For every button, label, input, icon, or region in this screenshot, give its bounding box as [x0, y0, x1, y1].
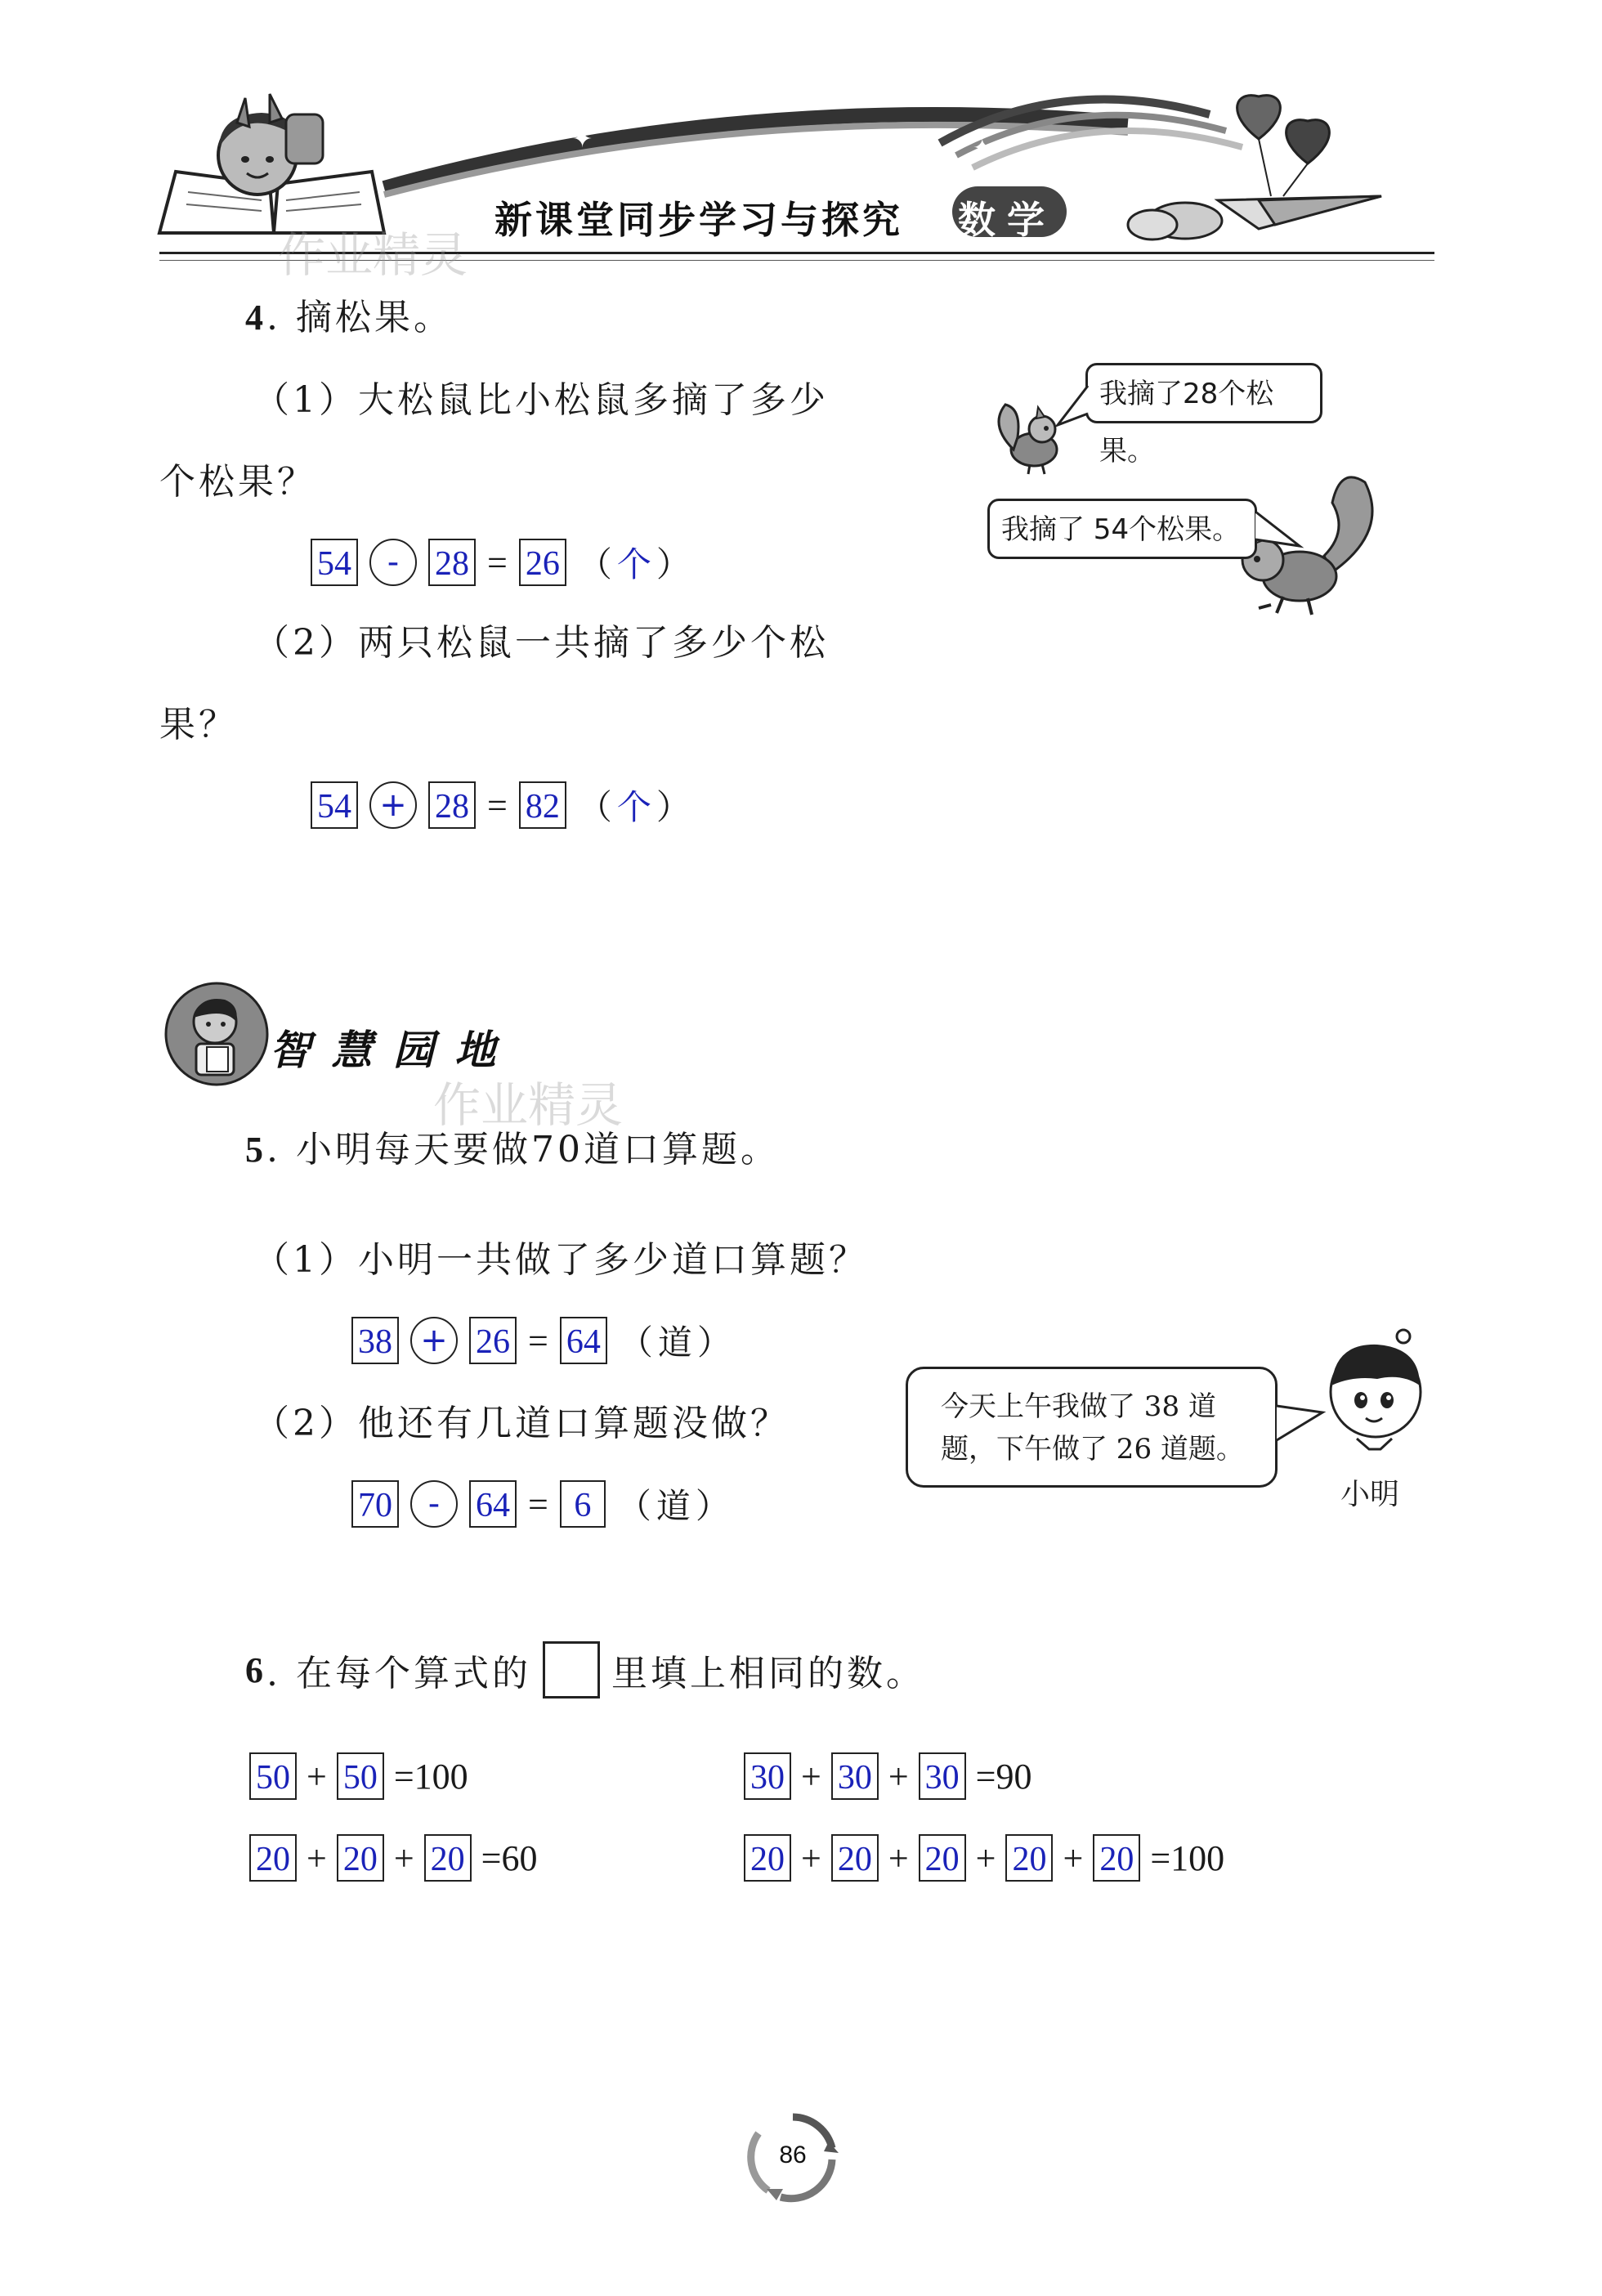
- small-squirrel-speech: 我摘了28个松果。: [1099, 378, 1274, 468]
- xiaoming-name-label: 小明: [1340, 1478, 1400, 1511]
- q6-r2r-box-4[interactable]: 20: [1005, 1834, 1053, 1882]
- small-squirrel-speech-bubble: [1085, 363, 1322, 468]
- q4-eq1-unit-value: 个: [616, 544, 656, 584]
- q4-sub1-line1: （1）大松鼠比小松鼠多摘了多少: [253, 379, 829, 421]
- q6-number: 6: [245, 1649, 266, 1690]
- q6-r1l-box-2[interactable]: 50: [337, 1752, 384, 1800]
- q5-eq1-unit-value: 道: [657, 1323, 697, 1363]
- q4-eq2-operand-a[interactable]: 54: [311, 781, 358, 829]
- page-header: [0, 0, 1602, 270]
- page-number: 86: [779, 2142, 807, 2168]
- q4-title-text: . 摘松果。: [266, 297, 453, 338]
- q4-eq2-equals: =: [487, 785, 508, 826]
- svg-text:✦: ✦: [973, 134, 992, 161]
- q6-title-post: 里填上相同的数。: [611, 1653, 925, 1694]
- q6-r2r-box-3[interactable]: 20: [919, 1834, 966, 1882]
- q6-row1-right: [744, 1752, 1031, 1800]
- q6-plus: +: [393, 1837, 414, 1878]
- q6-plus: +: [888, 1756, 909, 1797]
- xiaoming-speech-line2: 题，下午做了 26 道题。: [941, 1433, 1244, 1466]
- q6-r2l-box-2[interactable]: 20: [337, 1834, 384, 1882]
- q6-r1l-box-1[interactable]: 50: [249, 1752, 297, 1800]
- q4-eq2-operator[interactable]: +: [369, 781, 417, 829]
- q6-plus: +: [307, 1837, 327, 1878]
- q5-eq1-equals: =: [528, 1320, 548, 1361]
- q4-eq2-result[interactable]: 82: [519, 781, 566, 829]
- xiaoming-avatar: [1312, 1328, 1434, 1459]
- q5-equation-2: [351, 1479, 735, 1528]
- q6-row1-left: [249, 1752, 468, 1800]
- watermark-top: 作业精灵: [278, 227, 468, 283]
- q4-equation-2: [311, 781, 696, 830]
- q4-title: [245, 288, 453, 340]
- q4-eq1-operand-b[interactable]: 28: [428, 539, 476, 586]
- q5-eq2-equals: =: [528, 1484, 548, 1524]
- q4-equation-1: [311, 538, 696, 587]
- q5-eq1-unit: （道）: [618, 1323, 736, 1363]
- big-squirrel-speech-bubble: [987, 499, 1257, 559]
- q6-plus: +: [975, 1837, 996, 1878]
- q5-eq1-result[interactable]: 64: [560, 1317, 607, 1364]
- q6-plus: +: [1063, 1837, 1084, 1878]
- small-bubble-tail: [1054, 383, 1103, 432]
- q6-r1r-box-2[interactable]: 30: [831, 1752, 879, 1800]
- q6-r2r-box-2[interactable]: 20: [831, 1834, 879, 1882]
- q4-eq2-operand-b[interactable]: 28: [428, 781, 476, 829]
- q5-eq2-operand-b[interactable]: 64: [469, 1480, 517, 1528]
- q6-title-pre: . 在每个算式的: [266, 1653, 531, 1694]
- q6-r1r-result: =90: [975, 1756, 1032, 1797]
- header-subject: 数学: [958, 198, 1056, 242]
- q4-sub1-line2: 个松果？: [159, 461, 316, 503]
- q6-plus: +: [801, 1756, 821, 1797]
- q4-sub2-line1: （2）两只松鼠一共摘了多少个松: [253, 622, 829, 664]
- q5-eq2-unit-value: 道: [656, 1486, 696, 1526]
- q6-title: [245, 1641, 925, 1699]
- q6-r1l-result: =100: [393, 1756, 468, 1797]
- q5-eq2-operand-a[interactable]: 70: [351, 1480, 399, 1528]
- q6-r2l-box-1[interactable]: 20: [249, 1834, 297, 1882]
- xiaoming-speech-line1: 今天上午我做了 38 道: [941, 1390, 1216, 1423]
- q5-sub2: （2）他还有几道口算题没做？: [253, 1403, 790, 1444]
- xiaoming-speech-bubble: [906, 1367, 1278, 1488]
- q6-r2r-box-5[interactable]: 20: [1093, 1834, 1140, 1882]
- q6-row2-left: [249, 1834, 537, 1882]
- watermark-middle: 作业精灵: [433, 1077, 624, 1133]
- q5-eq2-result[interactable]: 6: [560, 1480, 606, 1528]
- q6-r1r-box-3[interactable]: 30: [919, 1752, 966, 1800]
- q6-r2r-box-1[interactable]: 20: [744, 1834, 791, 1882]
- q5-title-text: . 小明每天要做70道口算题。: [266, 1129, 780, 1170]
- big-bubble-tail: [1251, 507, 1308, 556]
- q6-plus: +: [801, 1837, 821, 1878]
- q4-eq2-unit-value: 个: [616, 787, 656, 827]
- q5-equation-1: [351, 1316, 736, 1365]
- q5-number: 5: [245, 1130, 266, 1170]
- svg-text:✦: ✦: [572, 125, 593, 154]
- q4-eq2-unit: （个）: [577, 787, 696, 827]
- q6-r2l-result: =60: [481, 1837, 538, 1878]
- q5-eq1-operand-b[interactable]: 26: [469, 1317, 517, 1364]
- q6-plus: +: [888, 1837, 909, 1878]
- big-squirrel-speech: 我摘了 54个松果。: [1001, 513, 1241, 546]
- q6-r2r-result: =100: [1150, 1837, 1225, 1878]
- q4-number: 4: [245, 298, 266, 338]
- q5-eq2-unit: （道）: [616, 1486, 735, 1526]
- q5-eq2-operator[interactable]: -: [410, 1480, 458, 1528]
- q4-sub2-line2: 果？: [159, 704, 238, 745]
- header-title: 新课堂同步学习与探究: [494, 198, 903, 242]
- q6-blank-box: [543, 1641, 600, 1699]
- q4-eq1-unit: （个）: [577, 544, 696, 584]
- q5-eq1-operand-a[interactable]: 38: [351, 1317, 399, 1364]
- q6-r1r-box-1[interactable]: 30: [744, 1752, 791, 1800]
- q6-row2-right: [744, 1834, 1224, 1882]
- q6-r2l-box-3[interactable]: 20: [424, 1834, 472, 1882]
- q5-eq1-operator[interactable]: +: [410, 1317, 458, 1364]
- section-title: 智 慧 园 地: [270, 1027, 499, 1074]
- q5-sub1: （1）小明一共做了多少道口算题？: [253, 1239, 868, 1281]
- q5-title: [245, 1120, 780, 1172]
- q6-plus: +: [307, 1756, 327, 1797]
- q4-eq1-operator[interactable]: -: [369, 539, 417, 586]
- q4-eq1-result[interactable]: 26: [519, 539, 566, 586]
- section-boy-icon: [159, 977, 274, 1091]
- q4-eq1-operand-a[interactable]: 54: [311, 539, 358, 586]
- q4-eq1-equals: =: [487, 542, 508, 583]
